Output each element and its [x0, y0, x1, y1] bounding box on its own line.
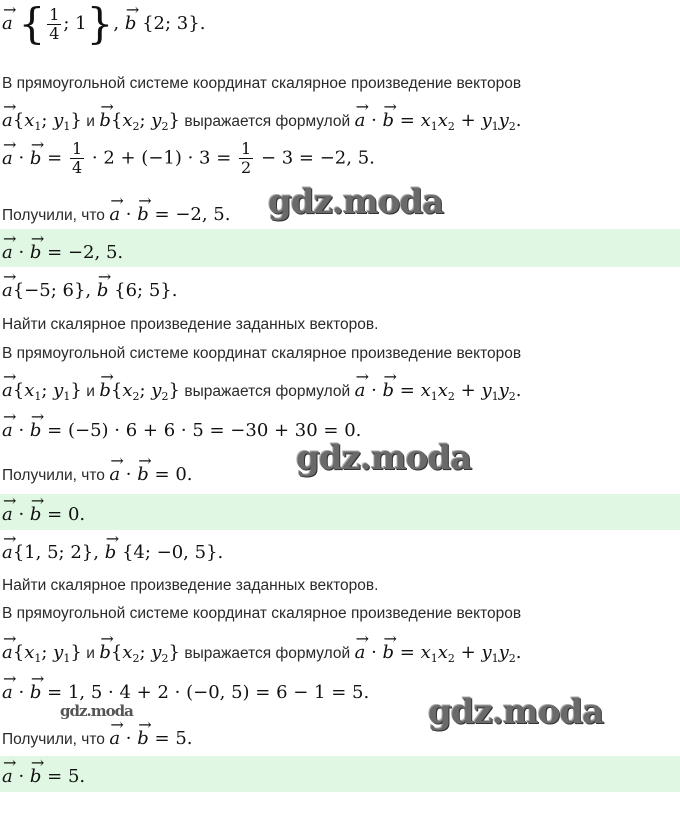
block2-answer: → a · → b = 0.: [2, 498, 680, 525]
watermark: gdz.moda: [268, 182, 444, 222]
watermark: gdz.moda: [428, 692, 604, 732]
block2-vectors: → a{−5; 6}, → b {6; 5}.: [2, 274, 680, 301]
block2-calc: → a · → b = (−5) · 6 + 6 · 5 = −30 + 30 = 0.: [2, 414, 680, 441]
block2-intro: В прямоугольной системе координат скалярное произведение векторов: [2, 345, 522, 362]
block3-calc: → a · → b = 1, 5 · 4 + 2 · (−0, 5) = 6 − 1 = 5.: [2, 676, 680, 703]
vector-a: → a: [2, 7, 13, 34]
block1-vectors: → a { $\frac{1}{4}$ ; 1}, → b {2; 3}.: [2, 4, 680, 44]
block3-answer: → a · → b = 5.: [2, 760, 680, 787]
block1-intro: В прямоугольной системе координат скалярное произведение векторов: [2, 75, 522, 92]
block3-formula-line: → $a\{x_1$; $y_1$} $и \to b\{x_2$; $y_2$} выражается формулой → a · → $b = x_1x_2 + y_1y_2$.: [2, 636, 680, 665]
vector-b: → b: [125, 7, 137, 34]
block2-result: Получили, что → a · → b = 0.: [2, 458, 680, 485]
block1-formula-line: → $a\{x_1$; $y_1$} $и \to b\{x_2$; $y_2$} выражается формулой → a · → $b = x_1x_2 + y_1y_2$.: [2, 104, 680, 133]
block3-task: Найти скалярное произведение заданных векторов.: [2, 577, 379, 594]
block3-intro: В прямоугольной системе координат скалярное произведение векторов: [2, 605, 522, 622]
block1-answer: → a · → b = −2, 5.: [2, 236, 680, 263]
watermark: gdz.moda: [296, 438, 472, 478]
block1-calc: → a · → b = $\frac{1}{4}$ · 2 + (−1) · 3 = $\frac{1}{2}$ − 3 = −2, 5.: [2, 140, 680, 177]
fraction: $\frac{1}{4}$: [49, 4, 60, 43]
block2-task: Найти скалярное произведение заданных векторов.: [2, 316, 379, 333]
block1-result: Получили, что → a · → b = −2, 5.: [2, 198, 680, 225]
block2-formula-line: → $a\{x_1$; $y_1$} $и \to b\{x_2$; $y_2$} выражается формулой → a · → $b = x_1x_2 + y_1y_2$.: [2, 374, 680, 403]
block3-result: Получили, что → a · → b = 5.: [2, 722, 680, 749]
vector-b-coords: {2; 3}.: [142, 13, 206, 34]
block3-vectors: → a{1, 5; 2}, → b {4; −0, 5}.: [2, 536, 680, 563]
watermark-small: gdz.moda: [60, 702, 133, 720]
